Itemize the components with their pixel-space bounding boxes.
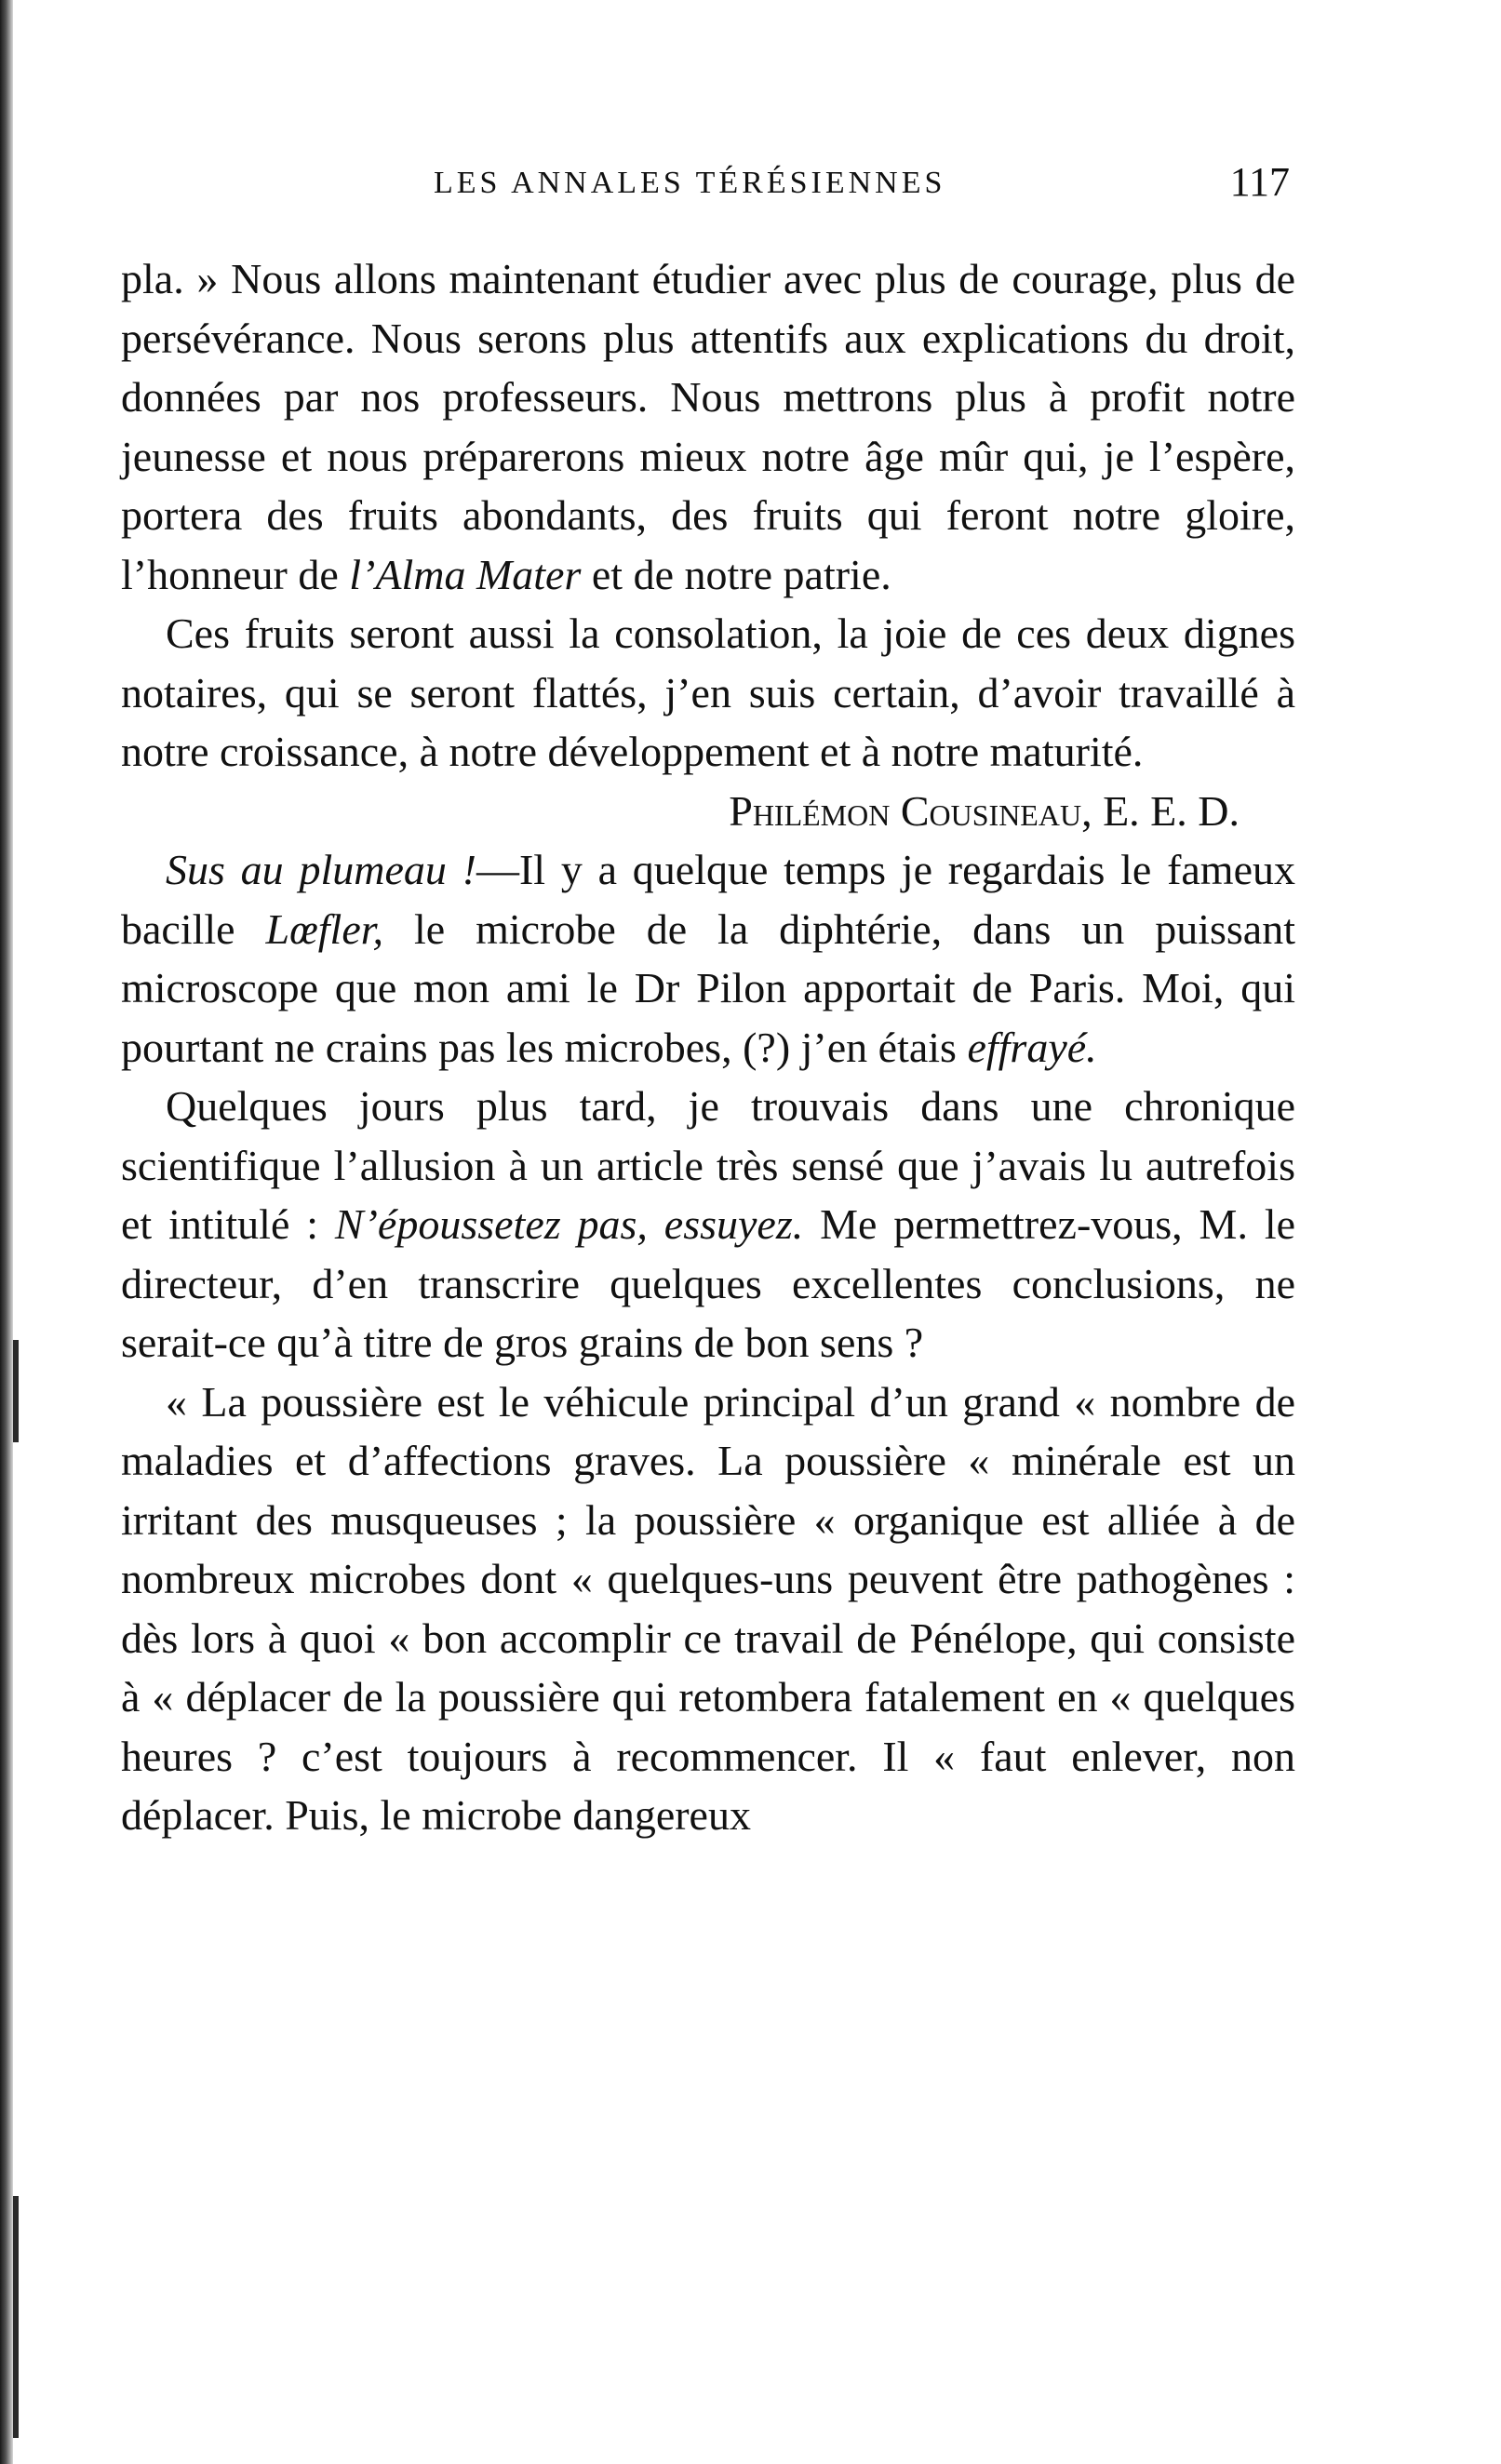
running-title: LES ANNALES TÉRÉSIENNES xyxy=(434,166,946,200)
running-header xyxy=(434,158,1290,214)
margin-mark xyxy=(13,1340,19,1442)
section-heading-italic: Sus au plumeau ! xyxy=(166,846,476,893)
effraye-italic: effrayé. xyxy=(967,1023,1097,1071)
paragraph-2: Ces fruits seront aussi la consolation, la joie de ces deux dignes notaires, qui se seront flattés, j’en suis certain, d’avoir travaillé à notre croissance, à notre développement et à notre maturité. xyxy=(121,609,1295,775)
paragraph-1-end: et de notre patrie. xyxy=(591,550,891,598)
margin-mark xyxy=(13,2196,19,2438)
paragraph-1 xyxy=(121,249,1295,604)
alma-mater-italic: l’Alma Mater xyxy=(349,550,582,598)
quoted-passage: « La poussière est le véhicule principal d’un grand « nombre de maladies et d’affections graves. La poussière « minérale est un irritant des musqueuses ; la poussière « organique est alliée à de nombreux microbes dont « quelques-uns peuvent être pathogènes : dès lors à quoi « bon accomplir ce travail de Pénélope, qui consiste à « déplacer de la poussière qui retombera fatalement en « quelques heures ? c’est toujours à recommencer. Il « faut enlever, non déplacer. Puis, le microbe dangereux xyxy=(121,1377,1295,1839)
article-title-italic: N’époussetez pas, essuyez. xyxy=(334,1200,804,1248)
paragraph-3-text-a: —Il y a quelque temps je regardais le fameux bacille xyxy=(121,846,1296,953)
paragraph-3-text-b: le microbe de la diphtérie, dans un puissant microscope que mon ami le Dr Pilon apportait de Paris. Moi, qui pourtant ne crains pas les microbes, (?) j’en étais xyxy=(121,904,1296,1071)
paragraph-1-text: pla. » Nous allons maintenant étudier avec plus de courage, plus de persévérance. Nous serons plus attentifs aux explications du droit, données par nos professeurs. Nous mettrons plus à profit notre jeunesse et nous préparerons mieux notre âge mûr qui, je l’espère, portera des fruits abondants, des fruits qui feront notre gloire, l’honneur de xyxy=(121,255,1295,598)
page-number: 117 xyxy=(1229,159,1290,205)
paragraph-3 xyxy=(121,840,1295,1077)
paragraph-4-text-a: Quelques jours plus tard, je trouvais dans une chronique scientifique l’allusion à un article très sensé que j’avais lu autrefois et intitulé : xyxy=(121,1082,1295,1248)
author-signature: Philémon Cousineau, E. E. D. xyxy=(729,786,1240,835)
bacillus-name-italic: Lœfler, xyxy=(265,904,384,953)
page-edge-shadow xyxy=(0,0,13,2464)
page-body xyxy=(121,249,1295,1845)
paragraph-4-text-b: Me permettrez-vous, M. le directeur, d’en transcrire quelques excellentes conclusions, ne serait-ce qu’à titre de gros grains de bon sens ? xyxy=(121,1200,1296,1366)
paragraph-4 xyxy=(121,1077,1295,1373)
